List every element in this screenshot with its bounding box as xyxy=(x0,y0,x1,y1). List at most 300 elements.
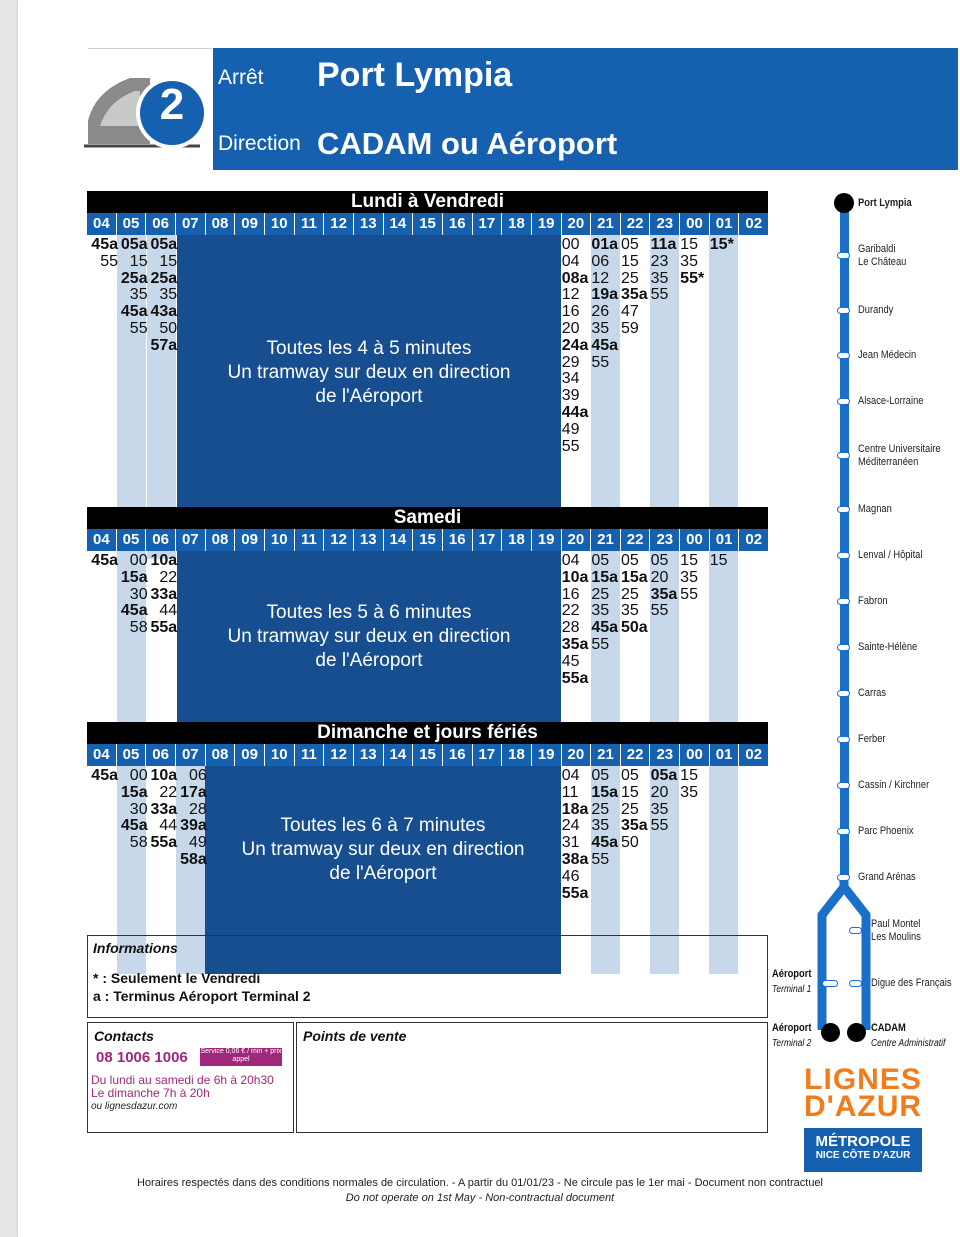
hour-09: 09 xyxy=(235,529,265,551)
departure-time: 55 xyxy=(591,635,610,653)
departure-time: 20 xyxy=(561,319,580,337)
departure-time: 17a xyxy=(180,783,207,801)
departure-time: 35 xyxy=(129,286,148,304)
departure-time: 55* xyxy=(680,269,705,287)
weekday-frequency-note xyxy=(177,337,561,409)
aeroport-t1-label: Aéroport xyxy=(772,968,812,980)
hour-21: 21 xyxy=(591,213,621,235)
departure-time: 22 xyxy=(159,783,178,801)
stop-dot-16 xyxy=(849,980,862,987)
departure-time: 25a xyxy=(120,269,148,287)
informations-box xyxy=(87,935,768,1018)
departure-time: 22 xyxy=(561,602,580,620)
departure-time: 35 xyxy=(159,286,178,304)
hour-12: 12 xyxy=(324,529,354,551)
departure-time: 59 xyxy=(620,319,639,337)
departure-time: 15a xyxy=(591,568,619,586)
weekday-column-21 xyxy=(591,237,621,371)
hour-12: 12 xyxy=(324,213,354,235)
hour-14: 14 xyxy=(384,744,414,766)
departure-time: 45a xyxy=(91,236,118,253)
departure-time: 35 xyxy=(680,568,698,586)
stop-dot-1 xyxy=(837,252,850,259)
departure-time: 24 xyxy=(561,817,580,835)
departure-time: 55 xyxy=(129,319,148,337)
stop-label-12: Cassin / Kirchner xyxy=(858,779,930,791)
hour-08: 08 xyxy=(206,744,236,766)
saturday-column-22 xyxy=(621,553,651,637)
hour-10: 10 xyxy=(265,213,295,235)
stop-label-0: Port Lympia xyxy=(858,197,912,209)
stop-label-7: Lenval / Hôpital xyxy=(858,549,923,561)
hour-23: 23 xyxy=(650,213,680,235)
sunday-column-00 xyxy=(680,768,710,802)
departure-time: 43a xyxy=(150,303,178,321)
sunday-title: Dimanche et jours fériés xyxy=(87,722,768,744)
points-de-vente-box xyxy=(296,1022,768,1133)
departure-time: 18a xyxy=(561,800,589,818)
hour-06: 06 xyxy=(146,529,176,551)
saturday-column-06 xyxy=(147,553,177,637)
saturday-column-20 xyxy=(562,553,592,687)
stop-label-11: Ferber xyxy=(858,733,886,745)
departure-time: 24a xyxy=(561,336,589,354)
departure-time: 15 xyxy=(680,767,698,784)
sunday-column-07 xyxy=(177,768,207,869)
departure-time: 47 xyxy=(620,303,639,321)
departure-time: 44 xyxy=(159,817,178,835)
stop-dot-6 xyxy=(837,506,850,513)
sunday-column-04 xyxy=(88,768,118,785)
saturday-column-23 xyxy=(651,553,681,620)
metropole-logo xyxy=(804,1128,922,1172)
direction-label: Direction xyxy=(218,132,301,155)
stop-dot-12 xyxy=(837,782,850,789)
saturday-column-05 xyxy=(118,553,148,637)
departure-time: 10a xyxy=(150,552,178,569)
departure-time: 20 xyxy=(650,568,669,586)
stop-label-15: Paul Montel Les Moulins xyxy=(871,918,921,943)
line-trunk xyxy=(840,200,849,880)
stop-label-1: Garibaldi Le Château xyxy=(858,243,907,268)
departure-time: 45 xyxy=(561,652,580,670)
hour-21: 21 xyxy=(591,529,621,551)
footer-line-2: Do not operate on 1st May - Non-contractual document xyxy=(345,1192,615,1204)
cadam-sub: Centre Administratif xyxy=(871,1038,946,1049)
hour-07: 07 xyxy=(176,529,206,551)
departure-time: 00 xyxy=(561,236,580,253)
hour-16: 16 xyxy=(443,529,473,551)
hour-18: 18 xyxy=(502,744,532,766)
departure-time: 08a xyxy=(561,269,589,287)
departure-time: 55 xyxy=(561,437,580,455)
weekday-column-04 xyxy=(88,237,118,271)
stop-label-10: Carras xyxy=(858,687,887,699)
departure-time: 15 xyxy=(709,552,728,569)
stop-label-2: Durandy xyxy=(858,304,894,316)
departure-time: 15 xyxy=(129,252,148,270)
weekday-column-22 xyxy=(621,237,651,338)
header-banner xyxy=(213,48,958,170)
departure-time: 28 xyxy=(189,800,207,818)
saturday-column-04 xyxy=(88,553,118,570)
header-rule xyxy=(88,48,212,49)
hour-13: 13 xyxy=(354,529,384,551)
cadam-label: CADAM xyxy=(871,1022,906,1034)
informations-title: Informations xyxy=(93,940,178,956)
departure-time: 35 xyxy=(650,269,669,287)
departure-time: 49 xyxy=(189,834,207,852)
departure-time: 12 xyxy=(591,269,610,287)
departure-time: 58 xyxy=(129,834,148,852)
departure-time: 58 xyxy=(129,619,148,637)
line-fork xyxy=(810,875,890,1035)
note-line: Un tramway sur deux en direction xyxy=(227,362,511,383)
departure-time: 55 xyxy=(650,817,669,835)
contacts-hours-2: Le dimanche 7h à 20h xyxy=(91,1086,210,1100)
metropole-line-1: MÉTROPOLE xyxy=(815,1133,911,1150)
departure-time: 05 xyxy=(620,767,639,784)
note-line: Toutes les 5 à 6 minutes xyxy=(266,602,472,623)
departure-time: 35 xyxy=(680,783,698,801)
hour-07: 07 xyxy=(176,213,206,235)
contacts-box xyxy=(87,1022,294,1133)
departure-time: 45a xyxy=(91,552,118,569)
hour-05: 05 xyxy=(117,213,147,235)
aeroport-t2-terminus-dot xyxy=(821,1023,840,1042)
hour-14: 14 xyxy=(384,529,414,551)
hour-23: 23 xyxy=(650,529,680,551)
saturday-hours-row xyxy=(87,529,768,551)
departure-time: 44 xyxy=(159,602,178,620)
sunday-column-23 xyxy=(651,768,681,835)
departure-time: 25 xyxy=(620,585,639,603)
hour-19: 19 xyxy=(532,213,562,235)
sunday-frequency-note xyxy=(205,814,561,886)
departure-time: 45a xyxy=(591,336,619,354)
departure-time: 35a xyxy=(650,585,678,603)
stop-dot-11 xyxy=(837,736,850,743)
stop-dot-15 xyxy=(849,927,862,934)
hour-22: 22 xyxy=(621,529,651,551)
departure-time: 15 xyxy=(159,252,178,270)
saturday-title: Samedi xyxy=(87,507,768,529)
lignes-dazur-logo xyxy=(798,1063,928,1123)
departure-time: 55 xyxy=(100,252,118,270)
hour-09: 09 xyxy=(235,744,265,766)
departure-time: 45a xyxy=(591,834,619,852)
departure-time: 57a xyxy=(150,336,178,354)
departure-time: 49 xyxy=(561,420,580,438)
cadam-terminus-dot xyxy=(847,1023,866,1042)
note-line: de l'Aéroport xyxy=(329,863,437,884)
departure-time: 05 xyxy=(650,552,669,569)
departure-time: 05a xyxy=(150,236,178,253)
departure-time: 45a xyxy=(591,619,619,637)
departure-time: 22 xyxy=(159,568,178,586)
sunday-column-06 xyxy=(147,768,177,852)
departure-time: 55a xyxy=(561,669,589,687)
info-line-1: * : Seulement le Vendredi xyxy=(93,970,261,986)
departure-time: 04 xyxy=(561,552,580,569)
departure-time: 05 xyxy=(591,767,610,784)
logo-line-2: D'AZUR xyxy=(803,1090,923,1123)
points-de-vente-title: Points de vente xyxy=(303,1028,407,1044)
departure-time: 20 xyxy=(650,783,669,801)
hour-01: 01 xyxy=(710,213,740,235)
stop-label-3: Jean Médecin xyxy=(858,349,917,361)
note-line: de l'Aéroport xyxy=(315,386,423,407)
hour-11: 11 xyxy=(295,529,325,551)
departure-time: 05a xyxy=(650,767,678,784)
hour-01: 01 xyxy=(710,529,740,551)
departure-time: 10a xyxy=(561,568,589,586)
note-line: Un tramway sur deux en direction xyxy=(227,626,511,647)
hour-06: 06 xyxy=(146,744,176,766)
departure-time: 11 xyxy=(561,783,579,801)
departure-time: 15* xyxy=(709,236,734,253)
hour-22: 22 xyxy=(621,213,651,235)
stop-dot-8 xyxy=(837,598,850,605)
hour-05: 05 xyxy=(117,744,147,766)
hour-14: 14 xyxy=(384,213,414,235)
hour-20: 20 xyxy=(562,529,592,551)
departure-time: 55a xyxy=(150,834,178,852)
hour-15: 15 xyxy=(413,744,443,766)
departure-time: 33a xyxy=(150,800,178,818)
hour-08: 08 xyxy=(206,529,236,551)
departure-time: 45a xyxy=(120,303,148,321)
departure-time: 15 xyxy=(680,236,698,253)
departure-time: 26 xyxy=(591,303,610,321)
contacts-title: Contacts xyxy=(94,1028,154,1044)
departure-time: 15 xyxy=(620,783,639,801)
contacts-phone: 08 1006 1006 xyxy=(96,1049,188,1066)
stop-dot-9 xyxy=(837,644,850,651)
departure-time: 04 xyxy=(561,252,580,270)
hour-11: 11 xyxy=(295,744,325,766)
hour-21: 21 xyxy=(591,744,621,766)
line-number: 2 xyxy=(159,80,185,129)
weekday-column-23 xyxy=(651,237,681,304)
departure-time: 05 xyxy=(591,552,610,569)
departure-time: 58a xyxy=(180,850,207,868)
sunday-hours-row xyxy=(87,744,768,766)
hour-19: 19 xyxy=(532,744,562,766)
stop-label-9: Sainte-Hélène xyxy=(858,641,918,653)
hour-11: 11 xyxy=(295,213,325,235)
departure-time: 28 xyxy=(561,619,580,637)
departure-time: 12 xyxy=(561,286,580,304)
aeroport-t1-sub: Terminal 1 xyxy=(772,984,812,995)
hour-16: 16 xyxy=(443,744,473,766)
stop-dot-5 xyxy=(837,452,850,459)
stop-label-14: Grand Arénas xyxy=(858,871,916,883)
contacts-hours-1: Du lundi au samedi de 6h à 20h30 xyxy=(91,1073,274,1087)
stop-label-8: Fabron xyxy=(858,595,888,607)
hour-10: 10 xyxy=(265,529,295,551)
weekday-hours-row xyxy=(87,213,768,235)
saturday-column-21 xyxy=(591,553,621,654)
sunday-column-21 xyxy=(591,768,621,869)
departure-time: 15a xyxy=(591,783,619,801)
weekday-title: Lundi à Vendredi xyxy=(87,191,768,213)
hour-09: 09 xyxy=(235,213,265,235)
hour-07: 07 xyxy=(176,744,206,766)
saturday-frequency-note xyxy=(177,601,561,673)
departure-time: 00 xyxy=(129,767,148,784)
saturday-column-01 xyxy=(710,553,740,570)
departure-time: 55 xyxy=(591,850,610,868)
aeroport-t2-label: Aéroport xyxy=(772,1022,812,1034)
departure-time: 55 xyxy=(650,602,669,620)
stop-dot-10 xyxy=(837,690,850,697)
saturday-column-00 xyxy=(680,553,710,603)
departure-time: 55a xyxy=(561,884,589,902)
departure-time: 25 xyxy=(591,585,610,603)
weekday-column-20 xyxy=(562,237,592,455)
departure-time: 30 xyxy=(129,800,148,818)
hour-18: 18 xyxy=(502,529,532,551)
departure-time: 35a xyxy=(620,817,648,835)
departure-time: 15 xyxy=(620,252,639,270)
departure-time: 46 xyxy=(561,867,580,885)
hour-04: 04 xyxy=(87,744,117,766)
metropole-line-2: NICE CÔTE D'AZUR xyxy=(815,1150,911,1161)
departure-time: 35 xyxy=(591,817,610,835)
departure-time: 45a xyxy=(91,767,118,784)
departure-time: 45a xyxy=(120,817,148,835)
departure-time: 16 xyxy=(561,303,580,321)
stop-dot-2 xyxy=(837,307,850,314)
hour-10: 10 xyxy=(265,744,295,766)
departure-time: 45a xyxy=(120,602,148,620)
info-line-2: a : Terminus Aéroport Terminal 2 xyxy=(93,988,311,1004)
departure-time: 38a xyxy=(561,850,589,868)
departure-time: 35 xyxy=(680,252,698,270)
hour-17: 17 xyxy=(473,529,503,551)
departure-time: 31 xyxy=(561,834,580,852)
departure-time: 04 xyxy=(561,767,580,784)
hour-15: 15 xyxy=(413,529,443,551)
departure-time: 05 xyxy=(620,552,639,569)
stop-dot-3 xyxy=(837,352,850,359)
aeroport-t1-stop xyxy=(822,980,838,987)
departure-time: 33a xyxy=(150,585,178,603)
stop-label-5: Centre Universitaire Méditerranéen xyxy=(858,443,941,468)
stop-name: Port Lympia xyxy=(317,56,513,94)
departure-time: 50 xyxy=(159,319,178,337)
note-line: Toutes les 4 à 5 minutes xyxy=(266,338,472,359)
stop-label-4: Alsace-Lorraine xyxy=(858,395,924,407)
departure-time: 35 xyxy=(591,602,610,620)
departure-time: 55 xyxy=(680,585,698,603)
weekday-column-05 xyxy=(118,237,148,338)
note-line: Toutes les 6 à 7 minutes xyxy=(280,815,486,836)
weekday-column-00 xyxy=(680,237,710,287)
hour-13: 13 xyxy=(354,744,384,766)
hour-08: 08 xyxy=(206,213,236,235)
hour-13: 13 xyxy=(354,213,384,235)
hour-12: 12 xyxy=(324,744,354,766)
footer-line-1: Horaires respectés dans des conditions normales de circulation. - A partir du 01/01/23 - Ne circule pas le 1er mai - Document non contractuel xyxy=(136,1177,823,1189)
departure-time: 55a xyxy=(150,619,178,637)
logo-line-1: LIGNES xyxy=(804,1063,922,1096)
hour-23: 23 xyxy=(650,744,680,766)
departure-time: 11a xyxy=(650,236,677,253)
contacts-web[interactable]: ou lignesdazur.com xyxy=(91,1101,178,1112)
hour-00: 00 xyxy=(680,213,710,235)
departure-time: 55 xyxy=(591,353,610,371)
hour-06: 06 xyxy=(146,213,176,235)
departure-time: 34 xyxy=(561,370,580,388)
departure-time: 00 xyxy=(129,552,148,569)
departure-time: 44a xyxy=(561,403,589,421)
hour-00: 00 xyxy=(680,529,710,551)
departure-time: 06 xyxy=(189,767,207,784)
departure-time: 39 xyxy=(561,387,580,405)
departure-time: 15a xyxy=(120,568,148,586)
price-badge: Service 0,06 € / min + prix appel xyxy=(200,1048,282,1066)
departure-time: 29 xyxy=(561,353,580,371)
departure-time: 25 xyxy=(591,800,610,818)
departure-time: 15 xyxy=(680,552,698,569)
departure-time: 25 xyxy=(620,800,639,818)
departure-time: 35a xyxy=(561,635,589,653)
departure-time: 35a xyxy=(620,286,648,304)
departure-time: 15a xyxy=(120,783,148,801)
departure-time: 35 xyxy=(650,800,669,818)
hour-01: 01 xyxy=(710,744,740,766)
hour-17: 17 xyxy=(473,213,503,235)
departure-time: 35 xyxy=(620,602,639,620)
port-lympia-terminus-dot xyxy=(834,193,854,213)
departure-time: 19a xyxy=(591,286,619,304)
weekday-column-06 xyxy=(147,237,177,355)
departure-time: 50 xyxy=(620,834,639,852)
departure-time: 23 xyxy=(650,252,669,270)
weekday-column-01 xyxy=(710,237,740,254)
departure-time: 30 xyxy=(129,585,148,603)
hour-00: 00 xyxy=(680,744,710,766)
hour-02: 02 xyxy=(745,746,763,763)
hour-18: 18 xyxy=(502,213,532,235)
hour-04: 04 xyxy=(87,529,117,551)
departure-time: 16 xyxy=(561,585,580,603)
hour-22: 22 xyxy=(621,744,651,766)
hour-05: 05 xyxy=(117,529,147,551)
sunday-column-20 xyxy=(562,768,592,902)
hour-15: 15 xyxy=(413,213,443,235)
departure-time: 39a xyxy=(180,817,207,835)
stop-label-13: Parc Phoenix xyxy=(858,825,914,837)
hour-20: 20 xyxy=(562,213,592,235)
hour-20: 20 xyxy=(562,744,592,766)
sunday-column-22 xyxy=(621,768,651,852)
departure-time: 10a xyxy=(150,767,178,784)
departure-time: 15a xyxy=(620,568,648,586)
hour-02: 02 xyxy=(745,215,763,232)
departure-time: 25 xyxy=(620,269,639,287)
stop-dot-4 xyxy=(837,398,850,405)
stop-dot-13 xyxy=(837,828,850,835)
aeroport-t2-sub: Terminal 2 xyxy=(772,1038,812,1049)
hour-16: 16 xyxy=(443,213,473,235)
departure-time: 35 xyxy=(591,319,610,337)
stop-dot-7 xyxy=(837,552,850,559)
hour-02: 02 xyxy=(745,531,763,548)
note-line: Un tramway sur deux en direction xyxy=(241,839,525,860)
